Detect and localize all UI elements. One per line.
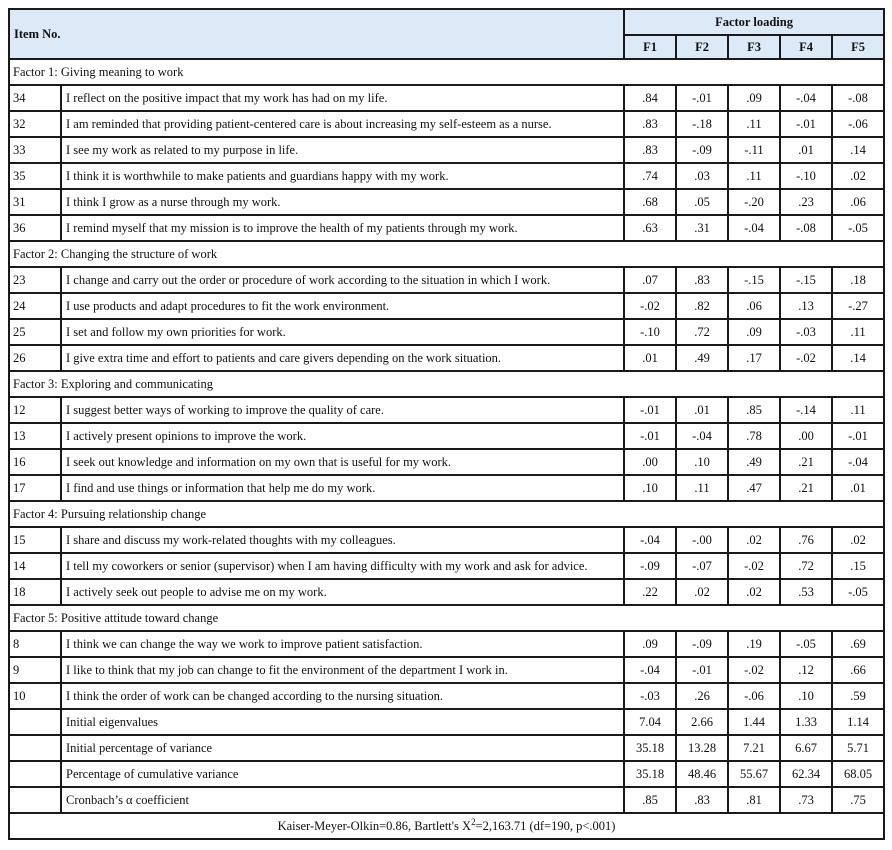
summary-blank [9, 787, 61, 813]
loading-value: .22 [624, 579, 676, 605]
loading-value: .11 [728, 111, 780, 137]
factor-group-row [9, 59, 884, 85]
loading-value: -.04 [780, 85, 832, 111]
item-text: I think the order of work can be changed according to the nursing situation. [61, 683, 624, 709]
loading-value: -.20 [728, 189, 780, 215]
loading-value: .01 [832, 475, 884, 501]
loading-value: -.05 [832, 579, 884, 605]
summary-value: 1.44 [728, 709, 780, 735]
summary-value: 48.46 [676, 761, 728, 787]
loading-value: -.04 [676, 423, 728, 449]
summary-value: 1.14 [832, 709, 884, 735]
loading-value: .69 [832, 631, 884, 657]
loading-value: .72 [780, 553, 832, 579]
summary-value: 1.33 [780, 709, 832, 735]
loading-value: .49 [728, 449, 780, 475]
item-text: I give extra time and effort to patients and care givers depending on the work situation. [61, 345, 624, 371]
factor-group-title: Factor 5: Positive attitude toward change [9, 605, 884, 631]
loading-value: .11 [832, 319, 884, 345]
loading-value: .14 [832, 137, 884, 163]
summary-value: 35.18 [624, 761, 676, 787]
table-row [9, 397, 884, 423]
loading-value: .02 [832, 163, 884, 189]
loading-value: .63 [624, 215, 676, 241]
loading-value: .66 [832, 657, 884, 683]
item-text: I like to think that my job can change to fit the environment of the department I work in. [61, 657, 624, 683]
table-row [9, 189, 884, 215]
loading-value: -.27 [832, 293, 884, 319]
loading-value: .12 [780, 657, 832, 683]
footnote-text-end: =2,163.71 (df=190, p<.001) [475, 819, 616, 834]
item-number: 17 [9, 475, 61, 501]
factor-header: F3 [728, 35, 780, 59]
loading-value: .26 [676, 683, 728, 709]
loading-value: -.14 [780, 397, 832, 423]
loading-value: -.10 [624, 319, 676, 345]
loading-value: -.08 [832, 85, 884, 111]
item-number: 36 [9, 215, 61, 241]
loading-value: -.01 [832, 423, 884, 449]
loading-value: -.07 [676, 553, 728, 579]
item-text: I think I grow as a nurse through my work. [61, 189, 624, 215]
loading-value: .14 [832, 345, 884, 371]
item-text: I use products and adapt procedures to fit the work environment. [61, 293, 624, 319]
loading-value: -.00 [676, 527, 728, 553]
loading-value: .10 [780, 683, 832, 709]
loading-value: .19 [728, 631, 780, 657]
item-number: 13 [9, 423, 61, 449]
loading-value: -.03 [780, 319, 832, 345]
loading-value: .85 [728, 397, 780, 423]
table-row [9, 215, 884, 241]
summary-value: 6.67 [780, 735, 832, 761]
summary-value: .73 [780, 787, 832, 813]
loading-value: .02 [832, 527, 884, 553]
loading-value: -.15 [728, 267, 780, 293]
loading-value: .06 [832, 189, 884, 215]
item-text: I seek out knowledge and information on my own that is useful for my work. [61, 449, 624, 475]
loading-value: -.08 [780, 215, 832, 241]
loading-value: .01 [780, 137, 832, 163]
summary-row [9, 761, 884, 787]
item-text: I remind myself that my mission is to improve the health of my patients through my work. [61, 215, 624, 241]
summary-row [9, 735, 884, 761]
summary-value: 2.66 [676, 709, 728, 735]
item-number: 35 [9, 163, 61, 189]
loading-value: .11 [676, 475, 728, 501]
item-text: I think we can change the way we work to improve patient satisfaction. [61, 631, 624, 657]
loading-value: -.01 [624, 423, 676, 449]
loading-value: .31 [676, 215, 728, 241]
factor-group-row [9, 241, 884, 267]
loading-value: .06 [728, 293, 780, 319]
table-footnote [9, 813, 884, 839]
loading-value: -.06 [728, 683, 780, 709]
loading-value: .02 [728, 527, 780, 553]
table-row [9, 137, 884, 163]
table-row [9, 683, 884, 709]
factor-group-title: Factor 4: Pursuing relationship change [9, 501, 884, 527]
item-number: 25 [9, 319, 61, 345]
summary-blank [9, 761, 61, 787]
loading-value: .18 [832, 267, 884, 293]
loading-value: .83 [624, 137, 676, 163]
table-row [9, 631, 884, 657]
table-row [9, 319, 884, 345]
summary-value: 68.05 [832, 761, 884, 787]
footnote-text: Kaiser-Meyer-Olkin=0.86, Bartlett's X [277, 819, 472, 834]
table-row [9, 111, 884, 137]
table-row [9, 163, 884, 189]
loading-value: .02 [676, 579, 728, 605]
table-row [9, 423, 884, 449]
loading-value: .01 [676, 397, 728, 423]
item-number: 8 [9, 631, 61, 657]
summary-value: .83 [676, 787, 728, 813]
loading-value: .82 [676, 293, 728, 319]
loading-value: -.09 [676, 137, 728, 163]
loading-value: -.05 [780, 631, 832, 657]
summary-value: .81 [728, 787, 780, 813]
loading-value: -.09 [624, 553, 676, 579]
item-number: 14 [9, 553, 61, 579]
item-number: 9 [9, 657, 61, 683]
loading-value: .23 [780, 189, 832, 215]
item-number: 10 [9, 683, 61, 709]
loading-value: -.11 [728, 137, 780, 163]
item-number: 15 [9, 527, 61, 553]
item-number: 31 [9, 189, 61, 215]
table-row [9, 657, 884, 683]
item-text: I tell my coworkers or senior (supervisor) when I am having difficulty with my work and ask for advice. [61, 553, 624, 579]
loading-value: -.04 [832, 449, 884, 475]
loading-value: .10 [624, 475, 676, 501]
loading-value: .47 [728, 475, 780, 501]
loading-value: -.01 [624, 397, 676, 423]
item-text: I actively present opinions to improve the work. [61, 423, 624, 449]
factor-group-row [9, 371, 884, 397]
loading-value: .11 [728, 163, 780, 189]
loading-value: -.05 [832, 215, 884, 241]
loading-value: .83 [624, 111, 676, 137]
item-number: 32 [9, 111, 61, 137]
loading-value: .49 [676, 345, 728, 371]
summary-value: 7.21 [728, 735, 780, 761]
item-text: I find and use things or information that help me do my work. [61, 475, 624, 501]
footnote-superscript: 2 [471, 817, 476, 828]
summary-label: Initial percentage of variance [61, 735, 624, 761]
loading-value: .11 [832, 397, 884, 423]
item-number: 33 [9, 137, 61, 163]
item-number: 26 [9, 345, 61, 371]
summary-label: Percentage of cumulative variance [61, 761, 624, 787]
summary-label: Initial eigenvalues [61, 709, 624, 735]
loading-value: .13 [780, 293, 832, 319]
loading-value: -.04 [624, 527, 676, 553]
item-number: 12 [9, 397, 61, 423]
loading-value: .09 [728, 319, 780, 345]
table-row [9, 553, 884, 579]
loading-value: .72 [676, 319, 728, 345]
loading-value: .00 [624, 449, 676, 475]
loading-value: -.15 [780, 267, 832, 293]
loading-value: -.04 [728, 215, 780, 241]
loading-value: -.01 [676, 657, 728, 683]
factor-group-title: Factor 3: Exploring and communicating [9, 371, 884, 397]
loading-value: .00 [780, 423, 832, 449]
loading-value: -.02 [728, 553, 780, 579]
loading-value: .21 [780, 449, 832, 475]
item-text: I change and carry out the order or procedure of work according to the situation in which I work. [61, 267, 624, 293]
loading-value: .01 [624, 345, 676, 371]
summary-value: 5.71 [832, 735, 884, 761]
loading-value: -.06 [832, 111, 884, 137]
item-text: I actively seek out people to advise me on my work. [61, 579, 624, 605]
factor-header: F1 [624, 35, 676, 59]
loading-value: .84 [624, 85, 676, 111]
factor-header: F2 [676, 35, 728, 59]
item-text: I see my work as related to my purpose in life. [61, 137, 624, 163]
table-row [9, 475, 884, 501]
loading-value: .10 [676, 449, 728, 475]
loading-value: .09 [728, 85, 780, 111]
item-text: I am reminded that providing patient-centered care is about increasing my self-esteem as a nurse. [61, 111, 624, 137]
factor-loading-table [8, 8, 885, 840]
summary-value: 55.67 [728, 761, 780, 787]
loading-value: .05 [676, 189, 728, 215]
item-text: I reflect on the positive impact that my work has had on my life. [61, 85, 624, 111]
loading-value: .78 [728, 423, 780, 449]
item-number: 23 [9, 267, 61, 293]
loading-value: .17 [728, 345, 780, 371]
factor-group-title: Factor 2: Changing the structure of work [9, 241, 884, 267]
item-text: I set and follow my own priorities for work. [61, 319, 624, 345]
loading-value: -.03 [624, 683, 676, 709]
loading-value: .76 [780, 527, 832, 553]
item-text: I suggest better ways of working to improve the quality of care. [61, 397, 624, 423]
loading-value: .15 [832, 553, 884, 579]
summary-blank [9, 709, 61, 735]
summary-row [9, 787, 884, 813]
item-number: 24 [9, 293, 61, 319]
loading-value: -.10 [780, 163, 832, 189]
summary-value: 13.28 [676, 735, 728, 761]
loading-value: -.09 [676, 631, 728, 657]
table-row [9, 345, 884, 371]
table-row [9, 449, 884, 475]
loading-value: .83 [676, 267, 728, 293]
summary-blank [9, 735, 61, 761]
loading-value: .02 [728, 579, 780, 605]
loading-value: .59 [832, 683, 884, 709]
loading-value: -.02 [624, 293, 676, 319]
loading-value: .09 [624, 631, 676, 657]
loading-value: .68 [624, 189, 676, 215]
item-number: 34 [9, 85, 61, 111]
summary-value: 35.18 [624, 735, 676, 761]
table-row [9, 527, 884, 553]
summary-value: .75 [832, 787, 884, 813]
loading-value: -.02 [780, 345, 832, 371]
table-row [9, 293, 884, 319]
loading-value: -.01 [780, 111, 832, 137]
loading-value: .03 [676, 163, 728, 189]
item-no-header: Item No. [9, 9, 624, 59]
loading-value: -.18 [676, 111, 728, 137]
factor-header: F4 [780, 35, 832, 59]
loading-value: -.04 [624, 657, 676, 683]
table-row [9, 267, 884, 293]
table-row [9, 579, 884, 605]
loading-value: .53 [780, 579, 832, 605]
loading-value: -.01 [676, 85, 728, 111]
item-number: 18 [9, 579, 61, 605]
loading-value: .21 [780, 475, 832, 501]
summary-value: 7.04 [624, 709, 676, 735]
summary-label: Cronbach’s α coefficient [61, 787, 624, 813]
factor-group-row [9, 501, 884, 527]
item-number: 16 [9, 449, 61, 475]
summary-value: 62.34 [780, 761, 832, 787]
item-text: I share and discuss my work-related thoughts with my colleagues. [61, 527, 624, 553]
factor-group-row [9, 605, 884, 631]
table-row [9, 85, 884, 111]
item-text: I think it is worthwhile to make patients and guardians happy with my work. [61, 163, 624, 189]
loading-value: .74 [624, 163, 676, 189]
factor-header: F5 [832, 35, 884, 59]
loading-value: -.02 [728, 657, 780, 683]
factor-loading-header: Factor loading [624, 9, 884, 35]
loading-value: .07 [624, 267, 676, 293]
factor-group-title: Factor 1: Giving meaning to work [9, 59, 884, 85]
summary-value: .85 [624, 787, 676, 813]
table-body [9, 59, 884, 813]
summary-row [9, 709, 884, 735]
